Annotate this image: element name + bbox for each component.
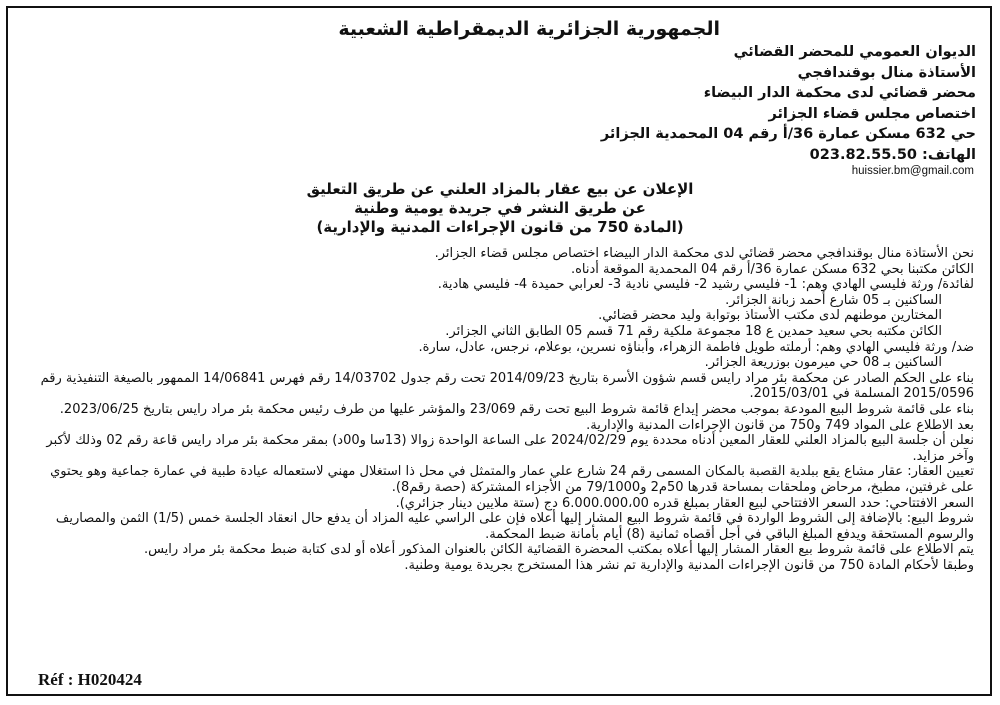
- body-paragraph: بعد الاطلاع على المواد 749 و750 من قانون الإجراءات المدنية والإدارية.: [586, 417, 974, 433]
- body-paragraph: نحن الأستاذة منال بوقندافجي محضر قضائي لدى محكمة الدار البيضاء اختصاص مجلس قضاء الجزائر.: [434, 246, 974, 261]
- office-line: محضر قضائي لدى محكمة الدار البيضاء: [703, 85, 976, 101]
- body-paragraph: الساكنين بـ 05 شارع أحمد زبانة الجزائر.: [725, 292, 942, 308]
- office-phone: الهاتف: 023.82.55.50: [809, 146, 976, 163]
- announcement-line: الإعلان عن بيع عقار بالمزاد العلني عن طريق التعليق: [306, 180, 694, 198]
- office-email: huissier.bm@gmail.com: [851, 165, 974, 177]
- body-paragraph: شروط البيع: بالإضافة إلى الشروط الواردة في قائمة شروط البيع المشار إليها أعلاه فإن على الراسي عليه المزاد أن يدفع حال انعقاد الجلسة خمس (1/5) الثمن والمصاريف والرسوم المستحقة ويدفع المبلغ الباقي في أجل أقصاه ثمانية (8) أيام بأمانة ضبط المحكمة.: [55, 511, 974, 542]
- body-paragraph: الكائن مكتبنا بحي 632 مسكن عمارة 36/أ رقم 04 المحمدية الموقعة أدناه.: [570, 261, 974, 277]
- body-paragraph: السعر الافتتاحي: حدد السعر الافتتاحي لبيع العقار بمبلغ قدره 6.000.000،00 دج (ستة ملايين دينار جزائري).: [395, 495, 974, 511]
- announcement-heading: [0, 180, 1000, 237]
- office-address: حي 632 مسكن عمارة 36/أ رقم 04 المحمدية الجزائر: [600, 126, 976, 142]
- body-paragraph: ضد/ ورثة فليسي الهادي وهم: أرملته طويل فاطمة الزهراء، وأبناؤه نسرين، بوعلام، نرجس، عادل، سارة.: [418, 339, 974, 355]
- announcement-line: (المادة 750 من قانون الإجراءات المدنية والإدارية): [316, 218, 684, 236]
- reference-label: Réf : H020424: [30, 669, 150, 691]
- office-line: اختصاص مجلس قضاء الجزائر: [768, 105, 976, 122]
- body-paragraph: الساكنين بـ 08 حي ميرمون بوزريعة الجزائر.: [704, 355, 942, 371]
- bailiff-office-block: [601, 42, 976, 165]
- office-line: الديوان العمومي للمحضر القضائي: [733, 44, 976, 60]
- office-line: الأستاذة منال بوقندافجي: [797, 64, 976, 81]
- body-paragraph: بناء على الحكم الصادر عن محكمة بئر مراد رايس قسم شؤون الأسرة بتاريخ 2014/09/23 تحت رقم جدول 14/03702 رقم فهرس 14/06841 الممهور بالصيغة التنفيذية رقم 2015/0596 المسلمة في 2015/03/01.: [40, 370, 974, 402]
- body-paragraph: المختارين موطنهم لدى مكتب الأستاذ بوتوابة وليد محضر قضائي.: [598, 308, 942, 324]
- body-paragraph: تعيين العقار: عقار مشاع يقع ببلدية القصبة بالمكان المسمى رقم 24 شارع علي عمار والمتمثل في محل ذا استغلال مهني لاستعماله عيادة طبية في عمارة جماعية وهو يحتوي على غرفتين، مطبخ، مرحاض وملحقات بمساحة قدرها 50م2 و79/1000 من الأجزاء المشتركة (حصة رقم8).: [50, 464, 974, 495]
- notice-body: [26, 246, 974, 573]
- body-paragraph: لفائدة/ ورثة فليسي الهادي وهم: 1- فليسي رشيد 2- فليسي نادية 3- لعرابي حميدة 4- فليسي هادية.: [437, 277, 974, 293]
- body-paragraph: الكائن مكتبه بحي سعيد حمدين ع 18 مجموعة ملكية رقم 71 قسم 05 الطابق الثاني الجزائر.: [445, 323, 942, 339]
- announcement-line: عن طريق النشر في جريدة يومية وطنية: [354, 199, 646, 217]
- body-paragraph: نعلن أن جلسة البيع بالمزاد العلني للعقار المعين أدناه محددة يوم 2024/02/29 على الساعة الواحدة زوالا (13سا و00د) بمقر محكمة بئر مراد رايس قاعة رقم 02 وذلك لأكبر وآخر مزايد.: [46, 433, 974, 464]
- body-paragraph: بناء على قائمة شروط البيع المودعة بموجب محضر إيداع قائمة شروط البيع تحت رقم 23/069 والمؤشر عليها من طرف رئيس محكمة بئر مراد رايس بتاريخ 2023/06/25.: [59, 401, 974, 417]
- body-paragraph: وطبقا لأحكام المادة 750 من قانون الإجراءات المدنية والإدارية تم نشر هذا المستخرج بجريدة يومية وطنية.: [404, 557, 974, 573]
- republic-title: الجمهورية الجزائرية الديمقراطية الشعبية: [338, 18, 720, 40]
- body-paragraph: يتم الاطلاع على قائمة شروط بيع العقار المشار إليها أعلاه بمكتب المحضرة القضائية الكائن بالعنوان المذكور أعلاه أو لدى كتابة ضبط محكمة بئر مراد رايس.: [143, 542, 974, 558]
